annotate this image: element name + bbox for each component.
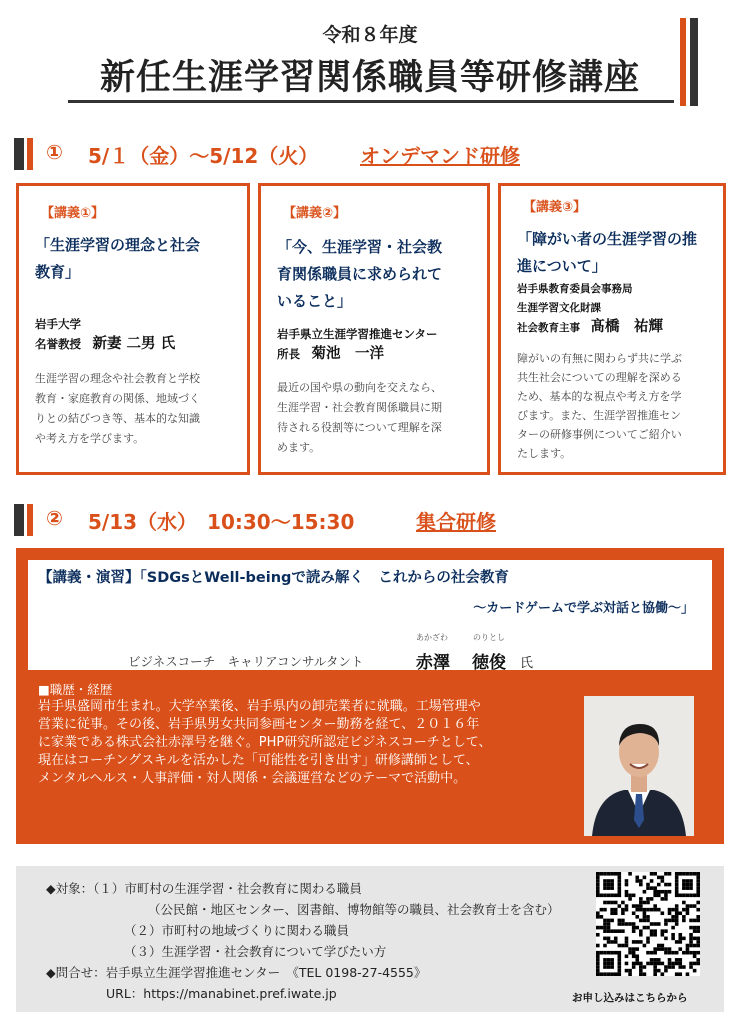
name-ruby-given: のりとし (473, 633, 505, 642)
lecture-label: 【講義②】 (283, 206, 347, 221)
lecture-title-line: 進について」 (517, 257, 607, 275)
lecture-label: 【講義①】 (41, 206, 105, 221)
description-line: びます。また、生涯学習推進セン (517, 409, 682, 422)
lecture-card-1 (16, 183, 250, 475)
description-line: ため、基本的な視点や考え方を学 (517, 390, 682, 403)
section2-header (14, 504, 714, 536)
bio-line: 営業に従事。その後、岩手県男女共同参画センター勤務を経て、２０１６年 (38, 717, 480, 732)
title-underline (68, 100, 674, 103)
description-line: 共生社会についての理解を深める (517, 371, 682, 384)
lecturer-family-name: 赤澤 (416, 653, 450, 673)
info-text (46, 878, 560, 1004)
lecture-title (35, 232, 235, 286)
lecturer-info (35, 314, 237, 354)
lecturer-position: 名誉教授 (35, 337, 81, 351)
lecture-description (277, 378, 475, 458)
section-dark-bar (14, 504, 24, 536)
section1-kind: オンデマンド研修 (360, 144, 520, 168)
lecture-title (277, 234, 475, 315)
lecturer-photo (584, 696, 694, 836)
lecturer-affiliation: 岩手県立生涯学習推進センター (277, 327, 438, 341)
lecture-card-2 (258, 183, 490, 475)
lecture-label: 【講義③】 (523, 200, 587, 215)
bio-text (38, 698, 578, 788)
bio-heading: ■職歴・経歴 (38, 682, 113, 697)
lecture-description (35, 369, 235, 449)
section2-kind: 集合研修 (416, 510, 496, 534)
lecturer-role: ビジネスコーチ キャリアコンサルタント (128, 654, 364, 669)
lecturer-affiliation: 岩手大学 (35, 317, 81, 331)
lecturer-info (277, 324, 477, 364)
description-line: めます。 (277, 441, 321, 454)
title-accent-bar (680, 18, 686, 106)
lecturer-name: 髙橋 祐輝 (590, 319, 663, 335)
lecture-card-3 (498, 183, 726, 475)
section-accent-bar (27, 504, 33, 536)
description-line: りとの結びつき等、基本的な知識 (35, 412, 200, 425)
qr-code-icon (596, 872, 700, 976)
qr-caption: お申し込みはこちらから (572, 992, 688, 1004)
section1-number: ① (46, 140, 63, 164)
bio-line: 岩手県盛岡市生まれ。大学卒業後、岩手県内の卸売業者に就職。工場管理や (38, 699, 481, 714)
lecturer-affiliation: 生涯学習文化財課 (517, 302, 601, 314)
lecture-title-line: いること」 (277, 292, 353, 310)
page-header (60, 18, 700, 110)
lecture-description (517, 349, 711, 463)
lecturer-position: 社会教育主事 (517, 322, 580, 334)
lecturer-affiliation: 岩手県教育委員会事務局 (517, 283, 633, 295)
lecture-title-line: 「生涯学習の理念と社会 (35, 236, 201, 254)
description-line: 最近の国や県の動向を交えなら、 (277, 381, 442, 394)
info-panel (16, 866, 724, 1012)
description-line: ターの研修事例についてご紹介い (517, 428, 682, 441)
lecture-box (28, 560, 712, 673)
lecturer-name: 菊池 一洋 (311, 346, 384, 362)
contact-line: ◆問合せ：岩手県立生涯学習推進センター 《TEL 0198-27-4555》 (46, 965, 427, 980)
lecture-title-line: 育関係職員に求められて (277, 265, 443, 283)
honorific: 氏 (520, 656, 534, 671)
section-dark-bar (14, 138, 24, 170)
description-line: 障がいの有無に関わらず共に学ぶ (517, 352, 682, 365)
section2-date: 5/13（水） 10:30～15:30 (88, 510, 355, 534)
lecturer-position: 所長 (277, 347, 300, 361)
bio-line: に家業である株式会社赤澤号を継ぐ。PHP研究所認定ビジネスコーチとして、 (38, 735, 492, 750)
portrait-image (584, 696, 694, 836)
lecture-title (517, 226, 711, 280)
lecturer-given-name: 徳俊 (472, 653, 506, 673)
description-line: たします。 (517, 447, 572, 460)
description-line: 教育・家庭教育の関係、地域づく (35, 392, 200, 405)
section2-panel (16, 548, 724, 844)
target-item: （２）市町村の地域づくりに関わる職員 (124, 923, 350, 938)
section1-date: 5/１（金）～5/12（火） (88, 144, 319, 168)
section1-header (14, 138, 714, 170)
url-link[interactable]: URL：https://manabinet.pref.iwate.jp (106, 986, 337, 1001)
bio-line: メンタルヘルス・人事評価・対人関係・会議運営などのテーマで活動中。 (38, 771, 467, 786)
lecture-title-line: 教育」 (35, 263, 81, 281)
target-item: （１）市町村の生涯学習・社会教育に関わる職員 (93, 881, 362, 896)
lecturer-name: 新妻 二男 氏 (92, 336, 176, 352)
lecture-title-line: 「今、生涯学習・社会教 (277, 238, 443, 256)
bio-line: 現在はコーチングスキルを活かした「可能性を引き出す」研修講師として、 (38, 753, 479, 768)
lecture-subtitle: ～カードゲームで学ぶ対話と協働～」 (473, 601, 694, 616)
header-year: 令和８年度 (322, 24, 418, 46)
lecturer-info (517, 280, 713, 338)
name-ruby-family: あかざわ (416, 633, 448, 642)
description-line: 生涯学習の理念や社会教育と学校 (35, 372, 200, 385)
target-note: （公民館・地区センター、図書館、博物館等の職員、社会教育士を含む） (148, 902, 560, 917)
title-dark-bar (690, 18, 698, 106)
lecture-title: 【講義・演習】「SDGsとWell-beingで読み解く これからの社会教育 (38, 570, 509, 586)
description-line: 生涯学習・社会教育関係職員に期 (277, 401, 442, 414)
target-label: ◆対象： (46, 881, 94, 896)
section2-number: ② (46, 506, 63, 530)
lecture-title-line: 「障がい者の生涯学習の推 (517, 230, 698, 248)
section-accent-bar (27, 138, 33, 170)
description-line: 待される役割等について理解を深 (277, 421, 442, 434)
target-item: （３）生涯学習・社会教育について学びたい方 (124, 944, 387, 959)
description-line: や考え方を学びます。 (35, 432, 145, 445)
page-title: 新任生涯学習関係職員等研修講座 (99, 58, 640, 98)
qr-code[interactable] (596, 872, 700, 976)
